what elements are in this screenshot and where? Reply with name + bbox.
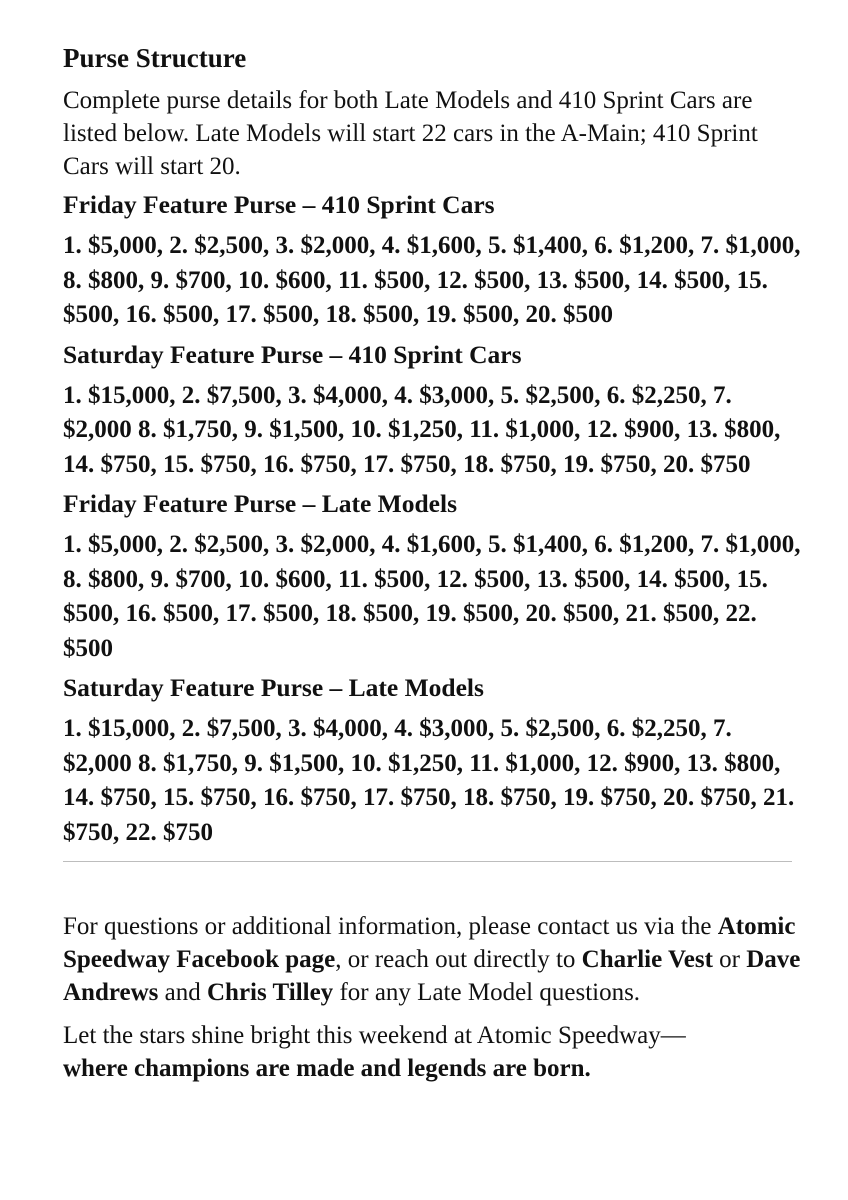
contact-name-chris-tilley: Chris Tilley [207, 979, 334, 1006]
contact-paragraph [63, 910, 803, 1009]
intro-paragraph: Complete purse details for both Late Models and 410 Sprint Cars are listed below. Late Models will start 22 cars in the A-Main; 410 Sprint Cars will start 20. [63, 87, 758, 180]
divider [63, 861, 792, 862]
contact-name-dave-andrews: Dave Andrews [63, 946, 801, 1006]
purse-list: 1. $15,000, 2. $7,500, 3. $4,000, 4. $3,000, 5. $2,500, 6. $2,250, 7. $2,000 8. $1,750, 9. $1,500, 10. $1,250, 11. $1,000, 12. $900, 13. $800, 14. $750, 15. $750, 16. $750, 17. $750, 18. $750, 19. $750, 20. $750, 21. $750, 22. $750 [63, 715, 795, 846]
contact-text: or [712, 946, 747, 973]
contact-text: for any Late Model questions. [333, 979, 641, 1006]
closing-paragraph [63, 1019, 803, 1085]
closing-tagline: where champions are made and legends are born. [63, 1055, 591, 1082]
facebook-page-link[interactable]: Atomic Speedway Facebook page [63, 913, 796, 973]
section-heading: Friday Feature Purse – Late Models [63, 489, 457, 518]
section-heading: Saturday Feature Purse – 410 Sprint Cars [63, 339, 522, 369]
section-heading: Friday Feature Purse – 410 Sprint Cars [63, 190, 495, 219]
page-title: Purse Structure [63, 43, 247, 73]
purse-section-friday-late-models [63, 486, 801, 666]
purse-section-saturday-late-models [63, 670, 795, 850]
purse-list: 1. $15,000, 2. $7,500, 3. $4,000, 4. $3,000, 5. $2,500, 6. $2,250, 7. $2,000 8. $1,750, 9. $1,500, 10. $1,250, 11. $1,000, 12. $900, 13. $800, 14. $750, 15. $750, 16. $750, 17. $750, 18. $750, 19. $750, 20. $750 [63, 381, 781, 478]
purse-section-friday-sprint [63, 187, 801, 333]
purse-list: 1. $5,000, 2. $2,500, 3. $2,000, 4. $1,600, 5. $1,400, 6. $1,200, 7. $1,000, 8. $800, 9. $700, 10. $600, 11. $500, 12. $500, 13. $500, 14. $500, 15. $500, 16. $500, 17. $500, 18. $500, 19. $500, 20. $500 [63, 232, 801, 328]
closing-text: Let the stars shine bright this weekend at Atomic Speedway— [63, 1022, 686, 1049]
purse-section-saturday-sprint [63, 337, 792, 483]
contact-name-charlie-vest: Charlie Vest [581, 946, 713, 973]
contact-text: and [158, 979, 207, 1006]
contact-text: For questions or additional information, please contact us via the [63, 913, 718, 940]
contact-text: , or reach out directly to [335, 946, 582, 973]
purse-list: 1. $5,000, 2. $2,500, 3. $2,000, 4. $1,600, 5. $1,400, 6. $1,200, 7. $1,000, 8. $800, 9. $700, 10. $600, 11. $500, 12. $500, 13. $500, 14. $500, 15. $500, 16. $500, 17. $500, 18. $500, 19. $500, 20. $500, 21. $500, 22. $500 [63, 531, 801, 662]
section-heading: Saturday Feature Purse – Late Models [63, 673, 484, 702]
